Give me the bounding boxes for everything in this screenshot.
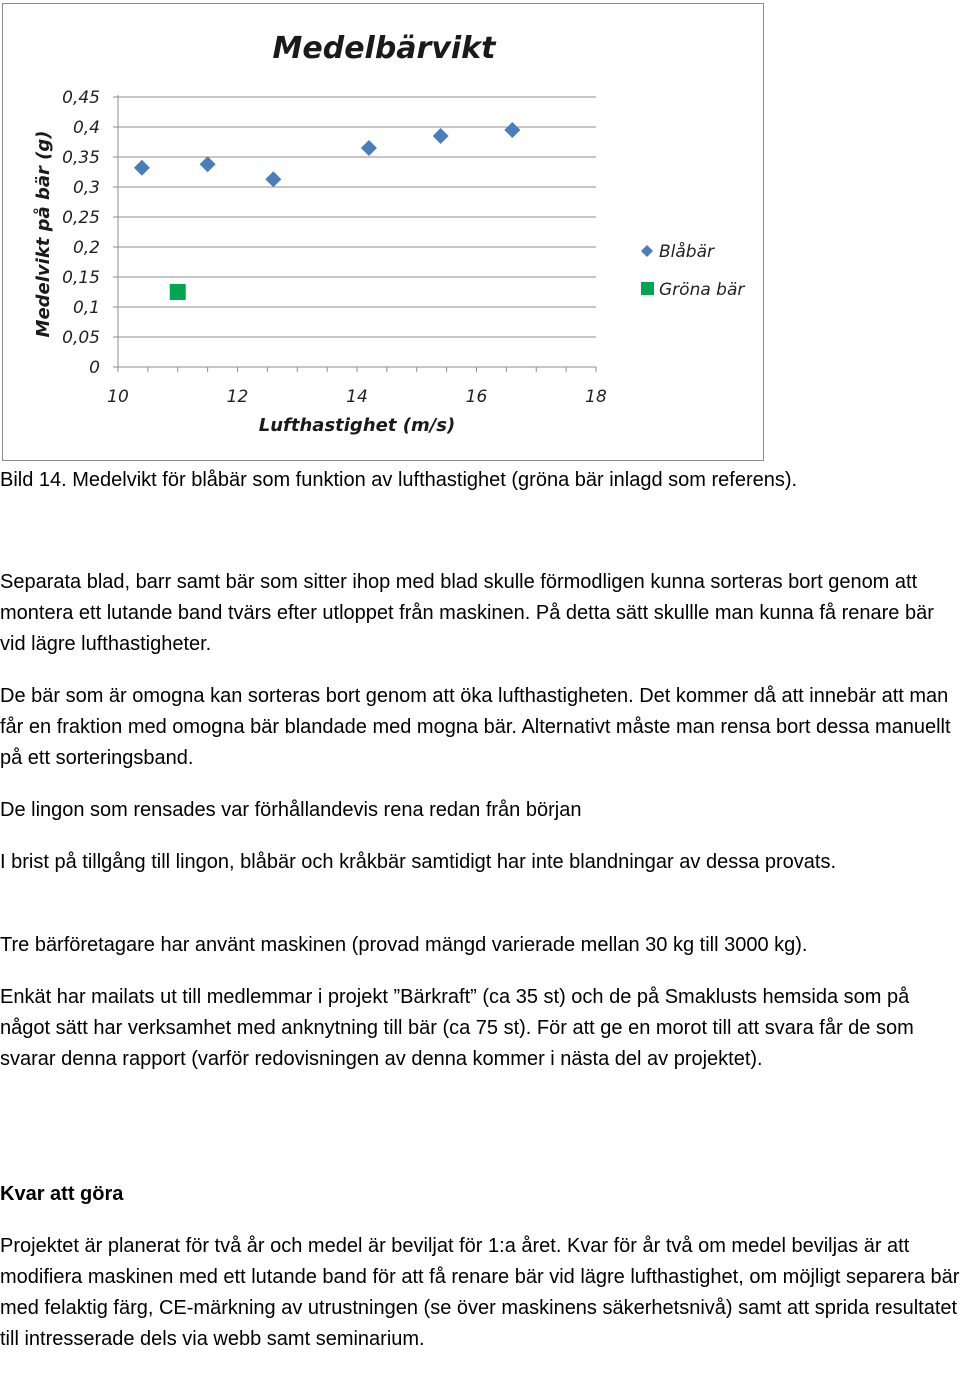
data-point-blabar [200,156,216,172]
x-axis-label: Lufthastighet (m/s) [258,415,456,436]
x-tick-label: 14 [346,387,368,407]
y-tick-label: 0,2 [72,238,100,258]
y-tick-label: 0,45 [62,88,100,108]
y-tick-label: 0,3 [72,178,100,198]
x-tick-label: 18 [585,387,607,407]
y-tick-label: 0 [89,358,100,378]
y-axis-label: Medelvikt på bär (g) [33,130,54,338]
paragraph-2: De bär som är omogna kan sorteras bort genom att öka lufthastigheten. Det kommer då att innebär att man får en fraktion med omogna bär blandade med mogna bär. Alternativt måste man rensa bort dessa manuellt på ett sorteringsband. [0,685,951,769]
chart-title: Medelbärvikt [272,31,496,66]
paragraph-4: I brist på tillgång till lingon, blåbär och kråkbär samtidigt har inte blandningar av dessa provats. [0,851,837,873]
paragraph-5: Tre bärföretagare har använt maskinen (provad mängd varierade mellan 30 kg till 3000 kg). [0,934,808,956]
x-tick-label: 12 [226,387,249,407]
data-point-blabar [433,128,449,144]
data-point-blabar [361,140,377,156]
y-tick-label: 0,4 [72,118,100,138]
y-tick-label: 0,05 [62,328,100,348]
scatter-chart [3,4,763,460]
chart-container [2,3,764,461]
data-point-blabar [134,160,150,176]
legend-marker-blabar [641,245,653,257]
data-point-grona-bar [170,284,186,300]
paragraph-7: Projektet är planerat för två år och medel är beviljat för 1:a året. Kvar för år två om medel beviljas är att modifiera maskinen med ett lutande band för att få renare bär vid lägre lufthastighet, om möjligt separera bär med felaktig färg, CE-märkning av utrustningen (se över maskinens säkerhetsnivå) samt att sprida resultatet till intresserade dels via webb samt seminarium. [0,1235,960,1350]
x-tick-label: 16 [465,387,488,407]
paragraph-3: De lingon som rensades var förhållandevis rena redan från början [0,799,582,821]
figure-caption: Bild 14. Medelvikt för blåbär som funktion av lufthastighet (gröna bär inlagd som referens). [0,469,798,491]
legend [641,241,745,300]
data-point-blabar [265,171,281,187]
y-tick-label: 0,25 [62,208,100,228]
legend-label: Blåbär [659,242,715,262]
x-tick-label: 10 [107,387,129,407]
y-tick-label: 0,1 [72,298,100,318]
y-tick-label: 0,15 [62,268,100,288]
y-tick-label: 0,35 [62,148,100,168]
data-point-blabar [504,122,520,138]
legend-label: Gröna bär [659,280,745,300]
paragraph-6: Enkät har mailats ut till medlemmar i projekt ”Bärkraft” (ca 35 st) och de på Smaklusts hemsida som på något sätt har verksamhet med anknytning till bär (ca 75 st). För att ge en morot till att svara får de som svarar denna rapport (varför redovisningen av denna kommer i nästa del av projektet). [0,986,914,1070]
paragraph-1: Separata blad, barr samt bär som sitter ihop med blad skulle förmodligen kunna sorteras bort genom att montera ett lutande band tvärs efter utloppet från maskinen. På detta sätt skullle man kunna få renare bär vid lägre lufthastigheter. [0,571,934,655]
section-heading: Kvar att göra [0,1183,124,1205]
legend-marker-grona-bar [641,282,654,295]
